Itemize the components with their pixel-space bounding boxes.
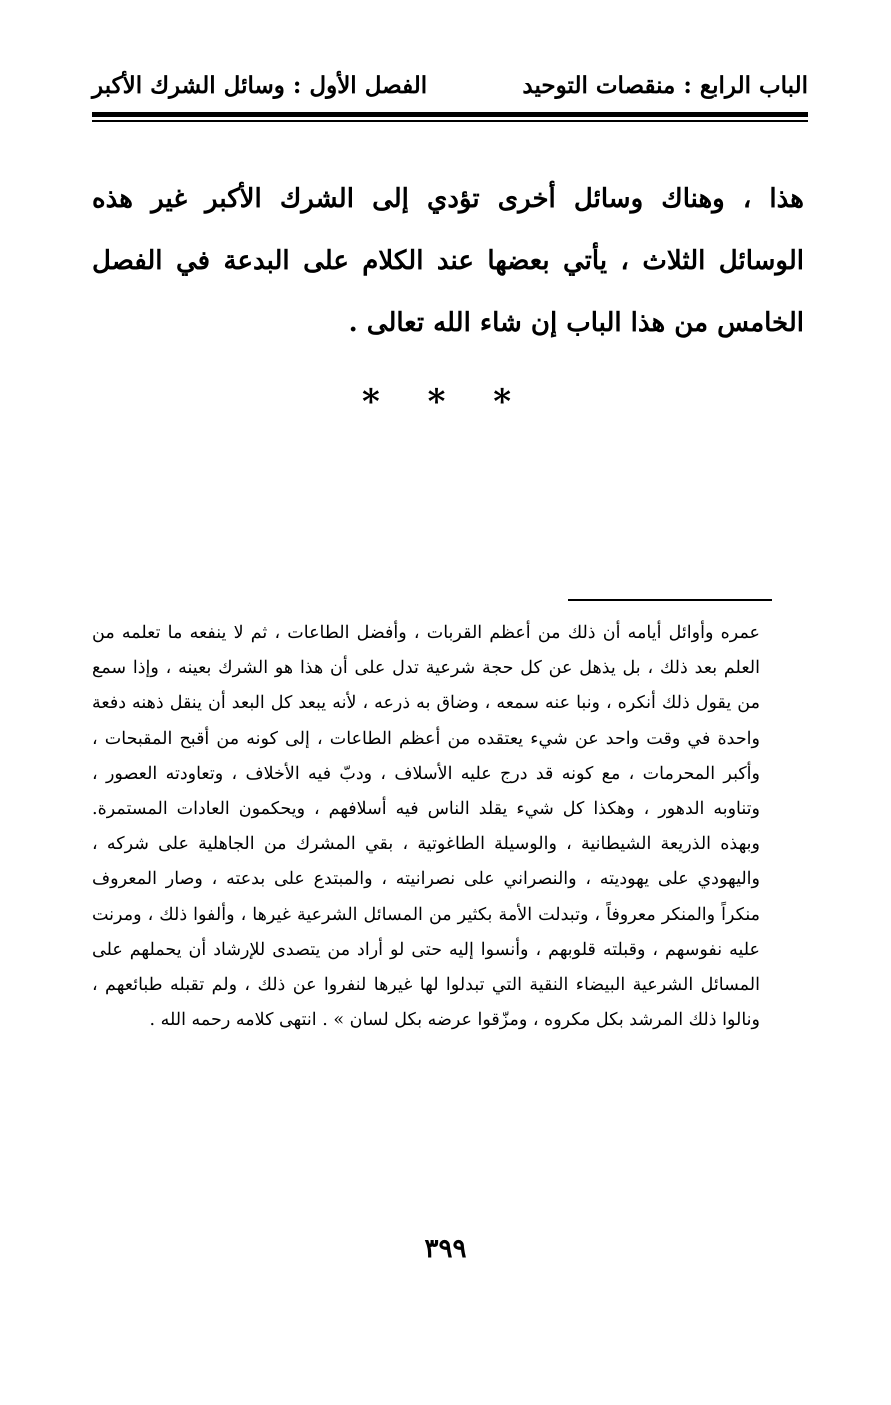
main-body-text (92, 168, 804, 354)
header-rule-thin (92, 120, 808, 122)
header-rule-thick (92, 112, 808, 117)
footnote-paragraph: عمره وأوائل أيامه أن ذلك من أعظم القربات ، وأفضل الطاعات ، ثم لا ينفعه ما تعلمه من العلم بعد ذلك ، بل يذهل عن كل حجة شرعية تدل على أن هذا هو الشرك بعينه ، وإذا سمع من يقول ذلك أنكره ، ونبا عنه سمعه ، وضاق به ذرعه ، لأنه يبعد كل البعد أن ينقل ذهنه دفعة واحدة في وقت واحد عن شيء يعتقده من أعظم الطاعات ، إلى كونه من أقبح المقبحات ، وأكبر المحرمات ، مع كونه قد درج عليه الأسلاف ، ودبّ فيه الأخلاف ، وتعاودته العصور ، وتناوبه الدهور ، وهكذا كل شيء يقلد الناس فيه أسلافهم ، ويحكمون العادات المستمرة. وبهذه الذريعة الشيطانية ، والوسيلة الطاغوتية ، بقي المشرك من الجاهلية على شركه ، واليهودي على يهوديته ، والنصراني على نصرانيته ، والمبتدع على بدعته ، وصار المعروف منكراً والمنكر معروفاً ، وتبدلت الأمة بكثير من المسائل الشرعية غيرها ، وألفوا ذلك ، ومرنت عليه نفوسهم ، وقبلته قلوبهم ، وأنسوا إليه حتى لو أراد من يتصدى للإرشاد أن يحملهم على المسائل الشرعية البيضاء النقية التي تبدلوا لها غيرها لنفروا عن ذلك ، ولم تقبله طبائعهم ، ونالوا ذلك المرشد بكل مكروه ، ومزّقوا عرضه بكل لسان » . انتهى كلامه رحمه الله . (92, 623, 760, 1031)
header-chapter-title: الباب الرابع : منقصات التوحيد (522, 72, 808, 99)
page-number: ٣٩٩ (424, 1234, 467, 1264)
footnote-text (92, 616, 760, 1038)
main-paragraph: هذا ، وهناك وسائل أخرى تؤدي إلى الشرك الأكبر غير هذه الوسائل الثلاث ، يأتي بعضها عند الكلام على البدعة في الفصل الخامس من هذا الباب إن شاء الله تعالى . (92, 184, 804, 338)
running-header (92, 70, 808, 106)
footnote-rule (568, 599, 772, 601)
header-section-title: الفصل الأول : وسائل الشرك الأكبر (92, 72, 428, 99)
section-separator: * * * (361, 382, 529, 422)
